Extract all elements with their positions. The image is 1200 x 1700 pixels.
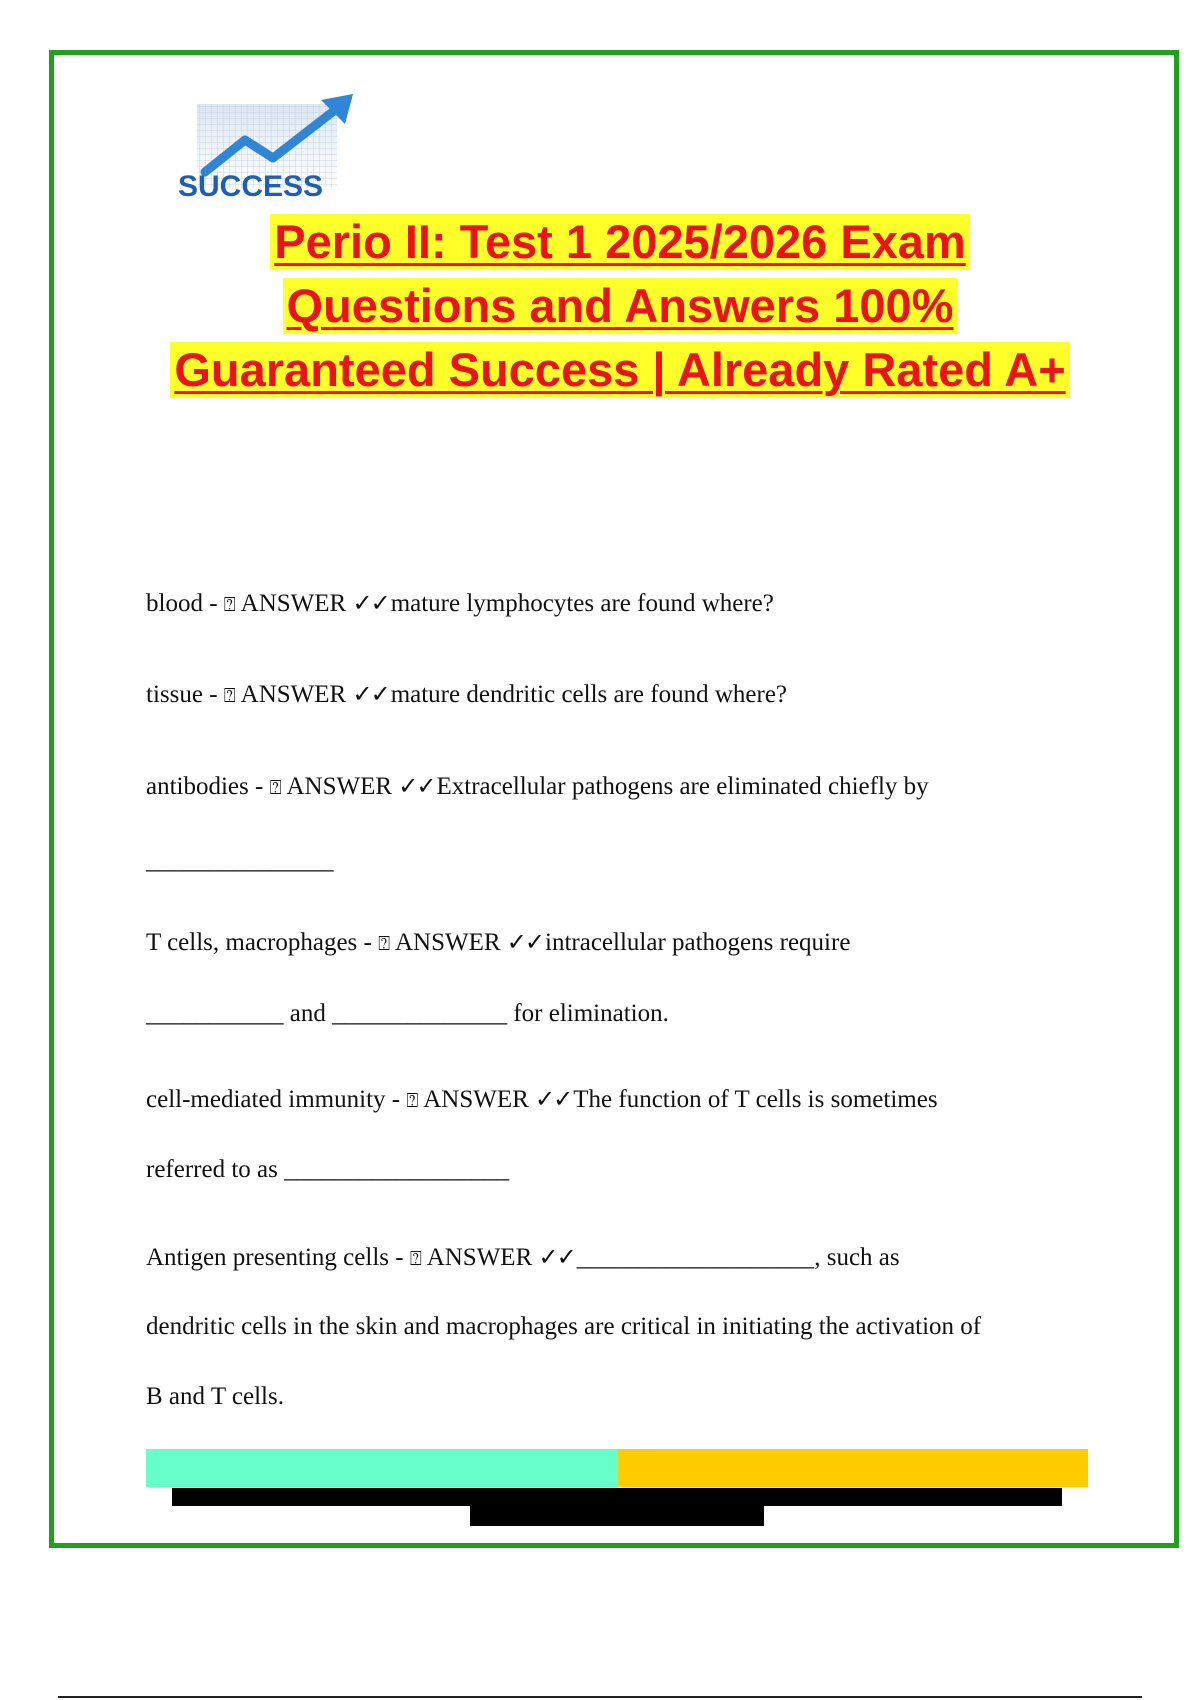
answer-term: T cells, macrophages - xyxy=(146,929,379,956)
bottom-divider xyxy=(58,1696,1142,1698)
missing-glyph-icon: ⍰ xyxy=(406,1088,419,1112)
rising-arrow-icon xyxy=(145,88,375,216)
qa-item xyxy=(146,680,1096,709)
document-title xyxy=(120,214,1120,406)
answer-label: ANSWER xyxy=(240,590,347,617)
double-check-icon: ✓✓ xyxy=(352,680,389,708)
answer-term: blood - xyxy=(146,590,224,617)
double-check-icon: ✓✓ xyxy=(538,1243,575,1271)
answer-term: antibodies - xyxy=(146,773,270,800)
title-line-2: Questions and Answers 100% xyxy=(283,278,958,334)
answer-term: Antigen presenting cells - xyxy=(146,1244,410,1271)
answer-label: ANSWER xyxy=(426,1244,533,1271)
footer-bar-teal xyxy=(146,1449,618,1487)
qa-continuation: B and T cells. xyxy=(146,1383,284,1410)
success-logo xyxy=(145,88,375,216)
answer-label: ANSWER xyxy=(286,773,393,800)
question-prompt: Extracellular pathogens are eliminated chiefly by xyxy=(436,773,929,800)
qa-continuation: dendritic cells in the skin and macrophages are critical in initiating the activation of xyxy=(146,1313,982,1340)
question-prompt: The function of T cells is sometimes xyxy=(573,1086,938,1113)
missing-glyph-icon: ⍰ xyxy=(223,683,236,707)
qa-continuation: ___________ and ______________ for elimination. xyxy=(146,1000,669,1027)
footer-bar-black xyxy=(172,1488,1062,1506)
question-prompt: mature lymphocytes are found where? xyxy=(390,590,774,617)
title-line-3: Guaranteed Success | Already Rated A+ xyxy=(170,342,1069,398)
double-check-icon: ✓✓ xyxy=(398,772,435,800)
qa-item xyxy=(146,589,1096,618)
qa-continuation: _______________ xyxy=(146,847,334,874)
missing-glyph-icon: ⍰ xyxy=(269,775,282,799)
double-check-icon: ✓✓ xyxy=(352,589,389,617)
logo-brand-text: SUCCESS xyxy=(178,170,324,203)
qa-continuation: referred to as __________________ xyxy=(146,1156,510,1183)
answer-term: tissue - xyxy=(146,681,224,708)
title-line-1: Perio II: Test 1 2025/2026 Exam xyxy=(270,214,969,270)
footer-bar-black-tab xyxy=(470,1506,764,1526)
answer-label: ANSWER xyxy=(394,929,501,956)
missing-glyph-icon: ⍰ xyxy=(223,592,236,616)
qa-item xyxy=(146,1085,1096,1114)
missing-glyph-icon: ⍰ xyxy=(409,1246,422,1270)
double-check-icon: ✓✓ xyxy=(506,928,543,956)
qa-item xyxy=(146,772,1096,801)
qa-item xyxy=(146,1243,1096,1272)
double-check-icon: ✓✓ xyxy=(535,1085,572,1113)
footer-bar-gold xyxy=(618,1449,1088,1487)
answer-label: ANSWER xyxy=(240,681,347,708)
missing-glyph-icon: ⍰ xyxy=(378,931,391,955)
answer-label: ANSWER xyxy=(423,1086,529,1113)
qa-item xyxy=(146,928,1096,957)
question-prompt: mature dendritic cells are found where? xyxy=(390,681,788,708)
answer-term: cell-mediated immunity - xyxy=(146,1086,407,1113)
question-prompt: intracellular pathogens require xyxy=(545,929,851,956)
question-prompt: ___________________, such as xyxy=(576,1244,900,1271)
